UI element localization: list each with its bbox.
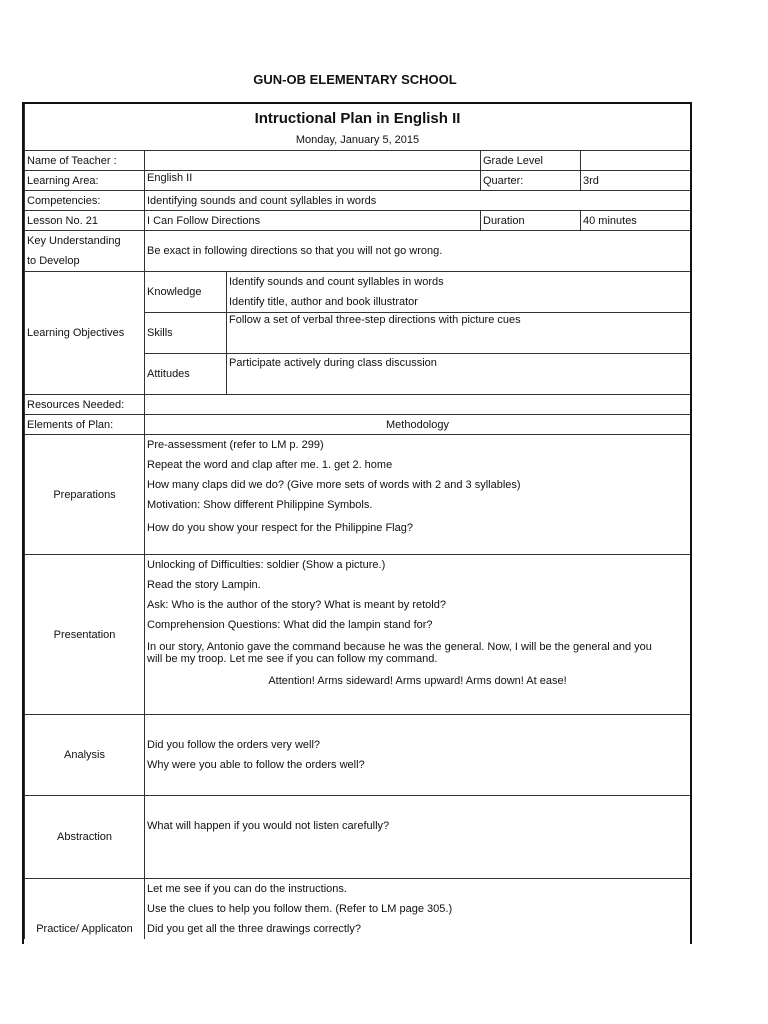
competencies-value: Identifying sounds and count syllables in words [145, 191, 691, 211]
preparations-line: Motivation: Show different Philippine Symbols. [147, 499, 373, 511]
practice-line: Let me see if you can do the instructions. [147, 883, 347, 895]
knowledge-line-2: Identify title, author and book illustrator [229, 296, 418, 308]
area-row [25, 171, 691, 191]
preparations-line: Repeat the word and clap after me. 1. get 2. home [147, 459, 393, 471]
quarter-value: 3rd [581, 171, 691, 191]
presentation-paragraph-line-2: will be my troop. Let me see if you can follow my command. [147, 653, 438, 665]
teacher-label: Name of Teacher : [25, 151, 145, 171]
attitudes-value: Participate actively during class discussion [227, 354, 691, 395]
presentation-label: Presentation [25, 555, 145, 715]
practice-row [25, 879, 691, 940]
grade-value [581, 151, 691, 171]
title-row [25, 104, 691, 151]
key-label-line-2: to Develop [27, 255, 80, 267]
lesson-label: Lesson No. 21 [25, 211, 145, 231]
presentation-content [145, 555, 691, 715]
preparations-label: Preparations [25, 435, 145, 555]
lesson-row [25, 211, 691, 231]
preparations-line: Pre-assessment (refer to LM p. 299) [147, 439, 324, 451]
analysis-line: Did you follow the orders very well? [147, 739, 321, 751]
key-understanding-row [25, 231, 691, 272]
quarter-label: Quarter: [481, 171, 581, 191]
key-understanding-value: Be exact in following directions so that you will not go wrong. [145, 231, 691, 272]
abstraction-line: What will happen if you would not listen carefully? [147, 820, 390, 832]
resources-row [25, 395, 691, 415]
duration-value: 40 minutes [581, 211, 691, 231]
abstraction-row [25, 796, 691, 879]
competencies-label: Competencies: [25, 191, 145, 211]
skills-value: Follow a set of verbal three-step directions with picture cues [227, 313, 691, 354]
plan-date: Monday, January 5, 2015 [295, 134, 420, 146]
area-value: English II [145, 171, 481, 191]
grade-label: Grade Level [481, 151, 581, 171]
knowledge-value [227, 272, 691, 313]
analysis-label: Analysis [25, 715, 145, 796]
methodology-header: Methodology [145, 415, 691, 435]
preparations-content [145, 435, 691, 555]
plan-table [24, 104, 691, 939]
abstraction-content [145, 796, 691, 879]
practice-line: Use the clues to help you follow them. (Refer to LM page 305.) [147, 903, 453, 915]
analysis-line: Why were you able to follow the orders well? [147, 759, 365, 771]
presentation-line: Read the story Lampin. [147, 579, 261, 591]
presentation-command: Attention! Arms sideward! Arms upward! Arms down! At ease! [268, 675, 567, 687]
elements-label: Elements of Plan: [25, 415, 145, 435]
attitudes-label: Attitudes [145, 354, 227, 395]
preparations-row [25, 435, 691, 555]
objectives-label: Learning Objectives [25, 272, 145, 395]
school-name: GUN-OB ELEMENTARY SCHOOL [253, 72, 457, 87]
presentation-line: Unlocking of Difficulties: soldier (Show a picture.) [147, 559, 386, 571]
analysis-content [145, 715, 691, 796]
duration-label: Duration [481, 211, 581, 231]
abstraction-label: Abstraction [25, 796, 145, 879]
instructional-plan-sheet [22, 102, 692, 944]
lesson-value: I Can Follow Directions [145, 211, 481, 231]
presentation-line: Ask: Who is the author of the story? What is meant by retold? [147, 599, 446, 611]
skills-label: Skills [145, 313, 227, 354]
knowledge-row [25, 272, 691, 313]
teacher-row [25, 151, 691, 171]
presentation-paragraph-line-1: In our story, Antonio gave the command because he was the general. Now, I will be the general and you [147, 641, 652, 653]
knowledge-line-1: Identify sounds and count syllables in words [229, 276, 444, 288]
elements-row [25, 415, 691, 435]
knowledge-label: Knowledge [145, 272, 227, 313]
key-label-line-1: Key Understanding [27, 235, 121, 247]
preparations-line: How many claps did we do? (Give more sets of words with 2 and 3 syllables) [147, 479, 521, 491]
practice-line: Did you get all the three drawings correctly? [147, 923, 361, 935]
teacher-value [145, 151, 481, 171]
key-understanding-label [25, 231, 145, 272]
practice-label-text: Practice/ Applicaton [36, 923, 133, 935]
resources-label: Resources Needed: [25, 395, 145, 415]
preparations-line: How do you show your respect for the Philippine Flag? [147, 522, 413, 534]
area-label: Learning Area: [25, 171, 145, 191]
analysis-row [25, 715, 691, 796]
plan-title: Intructional Plan in English II [254, 110, 461, 127]
practice-content [145, 879, 691, 940]
presentation-line: Comprehension Questions: What did the lampin stand for? [147, 619, 433, 631]
practice-label [25, 879, 145, 940]
presentation-row [25, 555, 691, 715]
competencies-row [25, 191, 691, 211]
resources-value [145, 395, 691, 415]
title-cell [25, 104, 691, 151]
